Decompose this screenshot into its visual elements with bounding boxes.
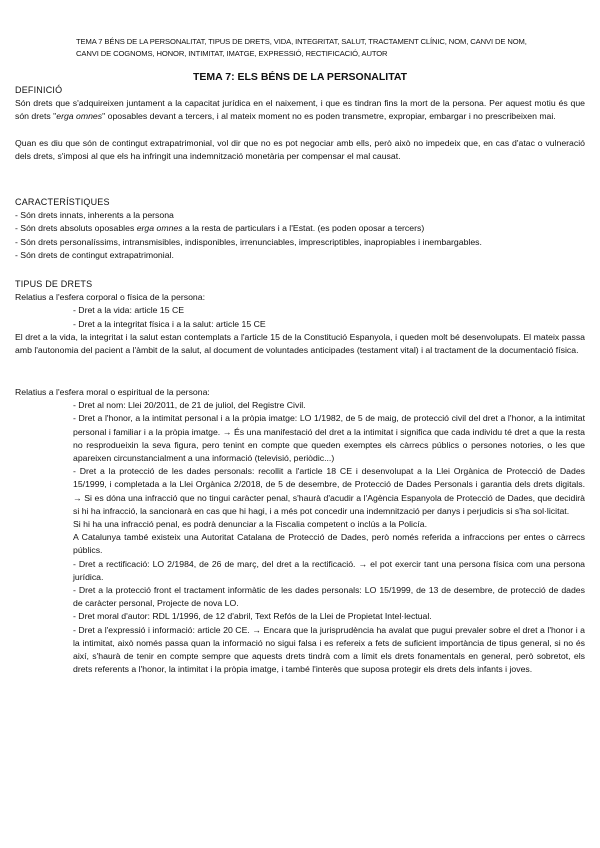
list-item: - Són drets personalíssims, intransmisibles, indisponibles, irrenunciables, imprescriptibles, inapropiables i inembargables. xyxy=(15,236,482,247)
heading-definicio: DEFINICIÓ xyxy=(15,85,63,95)
section-caracteristiques xyxy=(15,196,585,262)
paragraph-catalunya: A Catalunya també existeix una Autoritat Catalana de Protecció de Dades, però només referida a infraccions per entes o càrrecs públics. xyxy=(73,532,585,556)
list-item: - Dret a la integritat física i a la salut: article 15 CE xyxy=(73,318,266,329)
list-item: - Són drets innats, inherents a la persona xyxy=(15,210,174,221)
page-title: TEMA 7: ELS BÉNS DE LA PERSONALITAT xyxy=(192,71,408,83)
list-item-tractament: - Dret a la protecció front el tractament informàtic de les dades personals: LO 15/1999, de 13 de desembre, de protecció de dades de caràcter personal, Projecte de nova LO. xyxy=(73,585,585,609)
list-item-autor: - Dret moral d'autor: RDL 1/1996, de 12 d'abril, Text Refós de la Llei de Propietat Intel·lectual. xyxy=(73,611,432,622)
list-item: - Dret a la vida: article 15 CE xyxy=(73,305,185,316)
subheading-corporal: Relatius a l'esfera corporal o física de la persona: xyxy=(15,292,205,303)
heading-tipus-drets: TIPUS DE DRETS xyxy=(15,279,93,289)
definicio-paragraph-2: Quan es diu que són de contingut extrapatrimonial, vol dir que no es pot negociar amb ells, però això no impedeix que, en cas d'atac o vulneració dels drets, s'imposi al que els ha infringit una indemnització monetària per compensar el mal causat. xyxy=(15,137,585,161)
list-item-expressio: - Dret a l'expressió i informació: article 20 CE. → Encara que la jurisprudència ha avalat que pugui prevaler sobre el dret a l'honor i a la intimitat, això només passa quan la informació no sigui falsa i es refereix a fets de suficient importància de tipus general, si no és així, s'haurà de tenir en compte sempre que aquests drets tindrà com a límit els drets fonamentals en general, però sobretot, els drets referents a l'honor, la intimitat i la pròpia imatge, i també l'interès que suposa protegir els drets dels infants i joves. xyxy=(73,624,585,675)
paragraph-penal: Si hi ha una infracció penal, es podrà denunciar a la Fiscalia competent o inclús a la Policía. xyxy=(73,519,427,530)
list-item-nom: - Dret al nom: Llei 20/2011, de 21 de juliol, del Registre Civil. xyxy=(73,400,306,411)
section-tipus-drets xyxy=(15,278,585,357)
heading-caracteristiques: CARACTERÍSTIQUES xyxy=(15,197,110,207)
list-item-honor: - Dret a l'honor, a la intimitat personal i a la pròpia imatge: LO 1/1982, de 5 de maig, de protecció civil del dret a l'honor, a la intimitat personal i familiar i a la pròpia imatge. → És una manifestació del dret a la intimitat i significa que cada individu té dret a que la resta no resprodueixin la seva figura, pero tenint en compte que queden exemptes els càrrecs públics o persones notories, o les que apareixen circunstancialment a una informació (televisió, periòdic...) xyxy=(73,413,585,464)
list-item: - Són drets absoluts oposables erga omnes a la resta de particulars i a l'Estat. (es poden oposar a tercers) xyxy=(15,223,425,234)
list-item-rectificacio: - Dret a rectificació: LO 2/1984, de 26 de març, del dret a la rectificació. → el pot exercir tant una persona física com una persona jurídica. xyxy=(73,558,585,582)
section-definicio xyxy=(15,84,585,163)
section-moral xyxy=(15,386,585,676)
corporal-paragraph: El dret a la vida, la integritat i la salut estan contemplats a l'article 15 de la Constitució Espanyola, i queden molt bé desenvolupats. El mateix passa amb l'autonomia del pacient a l'àmbit de la salut, al document de voluntades anticipades (testament vital) i al tractament de la documentació física. xyxy=(15,331,585,356)
document-header: TEMA 7 BÉNS DE LA PERSONALITAT, TIPUS DE DRETS, VIDA, INTEGRITAT, SALUT, TRACTAMENT CLÍNIC, NOM, CANVI DE NOM, CANVI DE COGNOMS, HONOR, INTIMITAT, IMATGE, EXPRESSIÓ, RECTIFICACIÓ, AUTOR xyxy=(76,37,527,58)
list-item-dades: - Dret a la protecció de les dades personals: recollit a l'article 18 CE i desenvolupat a la Llei Orgànica de Protecció de Dades 15/1999, i completada a la Llei Orgànica 2/2018, de 5 de desembre, de Protecció de Dades Personals i garantia dels drets digitals. → Si es dóna una infracció que no tingui caràcter penal, s'haurà d'acudir a l'Agència Espanyola de Protecció de Dades, que decidirà si hi ha infracció, la sancionarà en cas que hi hagi, i a més pot concedir una indemnització per danys i perjudicis si s'ha sol·licitat. xyxy=(73,466,585,516)
subheading-moral: Relatius a l'esfera moral o espiritual de la persona: xyxy=(15,387,210,397)
definicio-paragraph-1: Són drets que s'adquireixen juntament a la capacitat jurídica en el naixement, i que es tindran fins la mort de la persona. Per aquest motiu és que són drets "erga omnes" oposables devant a tercers, i al mateix moment no es poden transmetre, expropiar, embargar i no prescribeixen mai. xyxy=(15,98,585,122)
list-item: - Són drets de contingut extrapatrimonial. xyxy=(15,249,174,260)
